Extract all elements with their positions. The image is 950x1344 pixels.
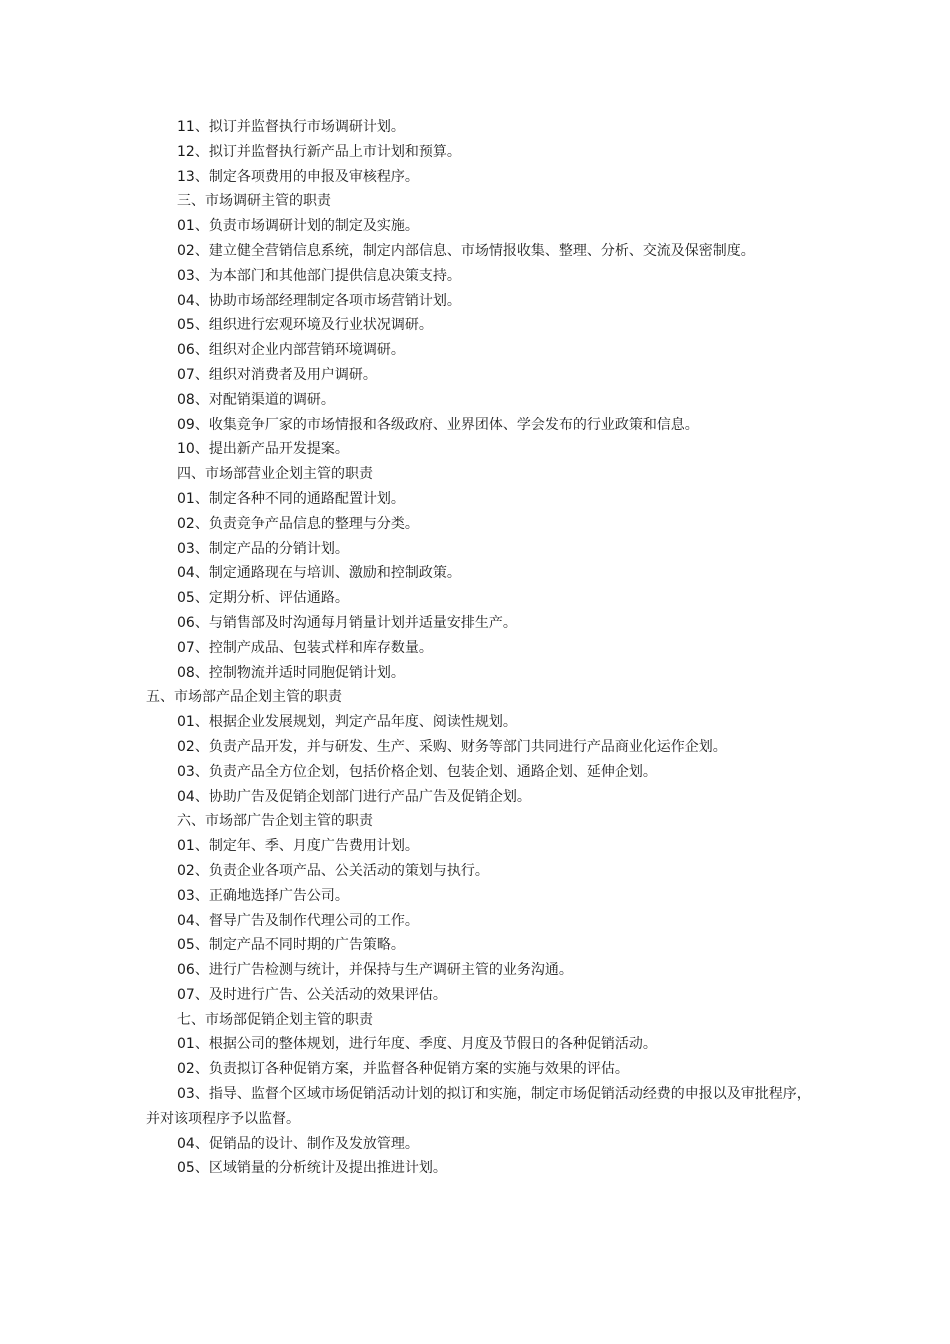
paragraph: 08、对配销渠道的调研。 <box>177 391 335 408</box>
section-heading: 六、市场部广告企划主管的职责 <box>177 813 373 830</box>
paragraph: 01、制定年、季、月度广告费用计划。 <box>177 838 419 855</box>
paragraph: 11、拟订并监督执行市场调研计划。 <box>177 119 405 135</box>
paragraph: 07、组织对消费者及用户调研。 <box>177 366 377 383</box>
paragraph: 05、区域销量的分析统计及提出推进计划。 <box>177 1160 447 1177</box>
paragraph: 01、根据公司的整体规划，进行年度、季度、月度及节假日的各种促销活动。 <box>177 1036 657 1053</box>
paragraph: 04、协助广告及促销企划部门进行产品广告及促销企划。 <box>177 788 531 805</box>
paragraph: 03、制定产品的分销计划。 <box>177 540 349 557</box>
paragraph: 08、控制物流并适时同胞促销计划。 <box>177 664 405 681</box>
paragraph: 06、组织对企业内部营销环境调研。 <box>177 342 405 359</box>
paragraph: 06、进行广告检测与统计，并保持与生产调研主管的业务沟通。 <box>177 962 573 979</box>
paragraph: 02、负责企业各项产品、公关活动的策划与执行。 <box>177 862 489 879</box>
paragraph: 03、正确地选择广告公司。 <box>177 887 349 904</box>
section-heading: 五、市场部产品企划主管的职责 <box>146 689 342 706</box>
paragraph: 02、负责拟订各种促销方案，并监督各种促销方案的实施与效果的评估。 <box>177 1061 629 1078</box>
paragraph: 12、拟订并监督执行新产品上市计划和预算。 <box>177 143 461 160</box>
section-heading: 四、市场部营业企划主管的职责 <box>177 466 373 483</box>
paragraph: 01、负责市场调研计划的制定及实施。 <box>177 218 419 235</box>
paragraph: 01、制定各种不同的通路配置计划。 <box>177 490 405 507</box>
paragraph: 04、督导广告及制作代理公司的工作。 <box>177 912 419 929</box>
section-heading: 三、市场调研主管的职责 <box>177 193 331 210</box>
paragraph: 03、指导、监督个区域市场促销活动计划的拟订和实施，制定市场促销活动经费的申报以及审批程序，并对该项程序予以监督。 <box>146 1086 811 1127</box>
paragraph: 05、制定产品不同时期的广告策略。 <box>177 937 405 954</box>
paragraph: 04、制定通路现在与培训、激励和控制政策。 <box>177 565 461 582</box>
paragraph: 02、负责产品开发，并与研发、生产、采购、财务等部门共同进行产品商业化运作企划。 <box>177 738 727 755</box>
paragraph: 02、负责竞争产品信息的整理与分类。 <box>177 515 419 532</box>
paragraph: 02、建立健全营销信息系统，制定内部信息、市场情报收集、整理、分析、交流及保密制度。 <box>177 242 755 259</box>
paragraph: 03、为本部门和其他部门提供信息决策支持。 <box>177 267 461 284</box>
paragraph: 03、负责产品全方位企划，包括价格企划、包装企划、通路企划、延伸企划。 <box>177 763 657 780</box>
paragraph: 07、及时进行广告、公关活动的效果评估。 <box>177 986 447 1003</box>
section-heading: 七、市场部促销企划主管的职责 <box>177 1011 373 1028</box>
paragraph: 01、根据企业发展规划，判定产品年度、阅读性规划。 <box>177 714 517 731</box>
paragraph: 04、协助市场部经理制定各项市场营销计划。 <box>177 292 461 309</box>
document-body <box>146 115 811 1181</box>
paragraph: 04、促销品的设计、制作及发放管理。 <box>177 1135 419 1152</box>
paragraph: 10、提出新产品开发提案。 <box>177 441 349 458</box>
paragraph: 05、组织进行宏观环境及行业状况调研。 <box>177 317 433 334</box>
paragraph: 07、控制产成品、包装式样和库存数量。 <box>177 639 433 656</box>
paragraph: 09、收集竞争厂家的市场情报和各级政府、业界团体、学会发布的行业政策和信息。 <box>177 416 699 433</box>
paragraph: 13、制定各项费用的申报及审核程序。 <box>177 168 419 185</box>
paragraph: 05、定期分析、评估通路。 <box>177 590 349 607</box>
paragraph: 06、与销售部及时沟通每月销量计划并适量安排生产。 <box>177 614 517 631</box>
